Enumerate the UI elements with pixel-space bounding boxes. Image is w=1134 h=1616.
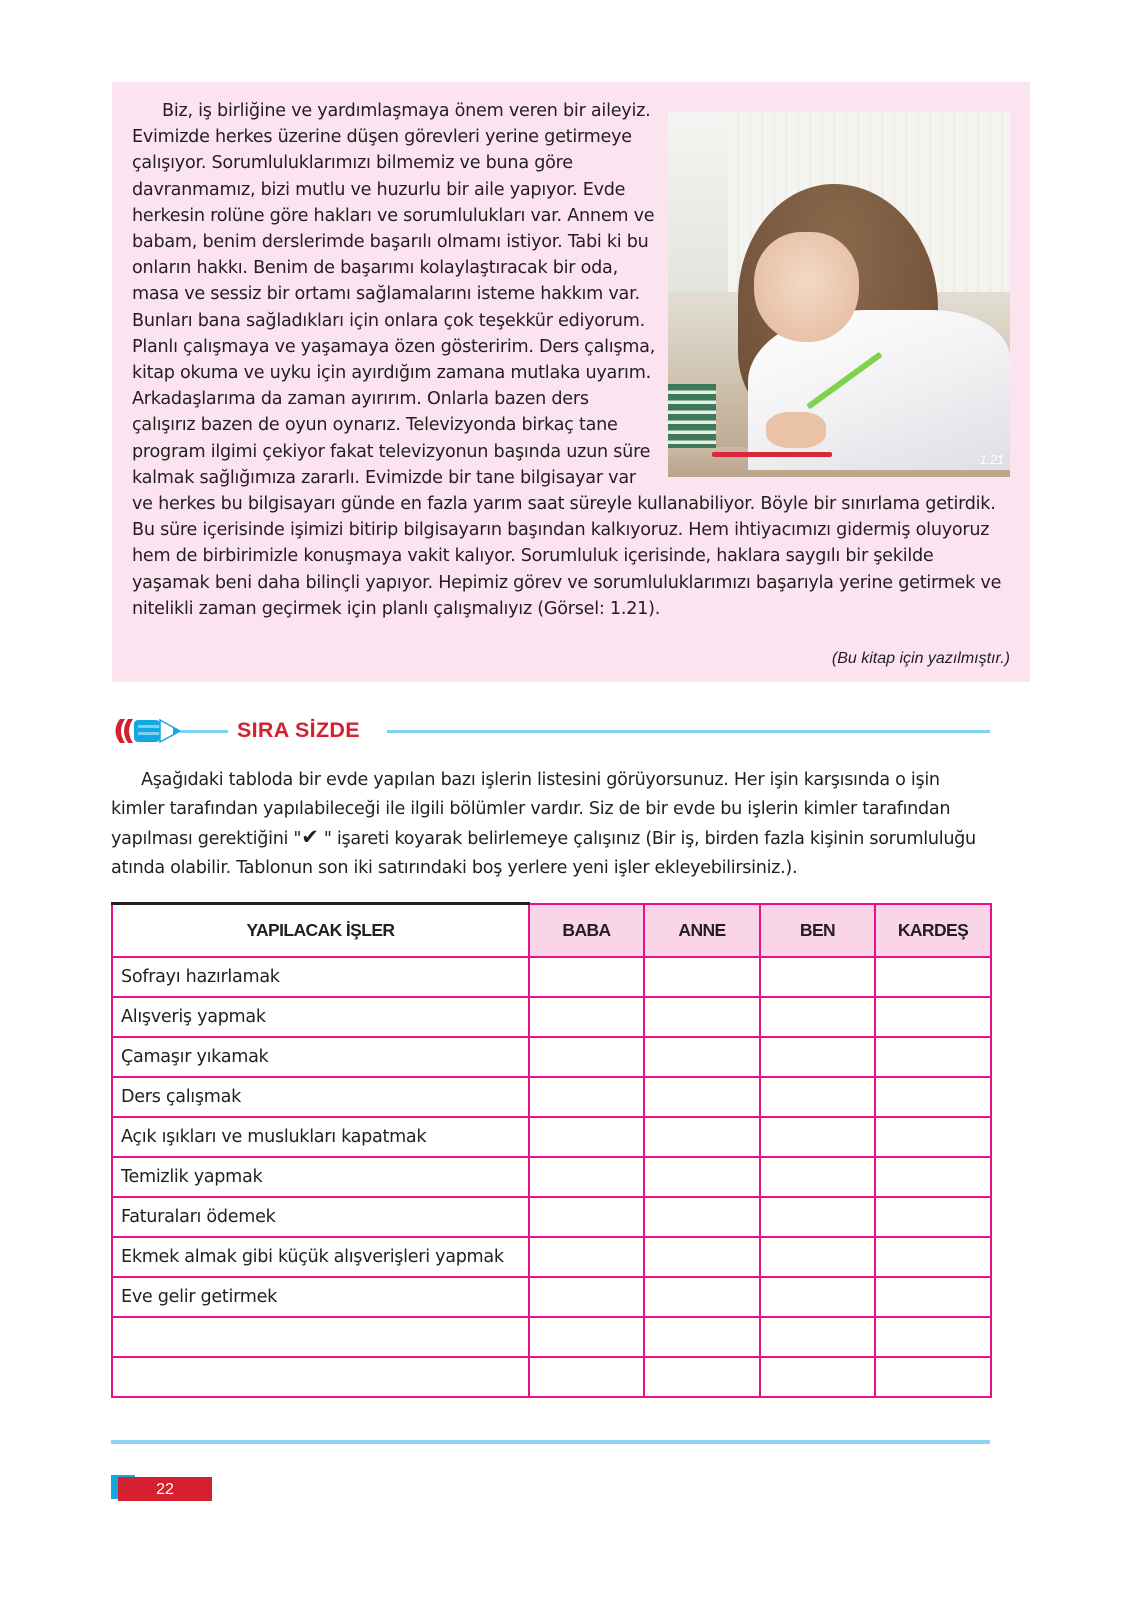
cell-anne[interactable] [644, 997, 760, 1037]
table-row-blank [112, 1357, 991, 1397]
task-label: Eve gelir getirmek [112, 1277, 529, 1317]
header-baba: BABA [529, 904, 644, 958]
table-row [112, 1277, 991, 1317]
cell-kardes[interactable] [875, 1237, 991, 1277]
cell-anne[interactable] [644, 957, 760, 997]
cell-baba[interactable] [529, 1077, 644, 1117]
story-text [132, 98, 1010, 622]
table-row-blank [112, 1317, 991, 1357]
responsibility-table [111, 902, 992, 1398]
header-tasks: YAPILACAK İŞLER [112, 904, 529, 958]
pencil-icon [110, 717, 228, 745]
cell-kardes[interactable] [875, 1197, 991, 1237]
section-divider [387, 730, 990, 733]
cell-baba[interactable] [529, 957, 644, 997]
story-box [112, 82, 1030, 682]
table-row [112, 1197, 991, 1237]
cell-anne[interactable] [644, 1357, 760, 1397]
page-number: 22 [118, 1477, 212, 1501]
cell-baba[interactable] [529, 1237, 644, 1277]
table-header-row [112, 904, 991, 958]
photo-girl-studying [668, 112, 1010, 477]
cell-baba[interactable] [529, 1197, 644, 1237]
table-row [112, 1117, 991, 1157]
header-ben: BEN [760, 904, 875, 958]
cell-anne[interactable] [644, 1277, 760, 1317]
check-mark-icon: ✔ [301, 825, 319, 849]
cell-anne[interactable] [644, 1077, 760, 1117]
table-row [112, 1077, 991, 1117]
cell-anne[interactable] [644, 1197, 760, 1237]
table-row [112, 1157, 991, 1197]
photo-window [668, 112, 730, 292]
table-row [112, 1237, 991, 1277]
cell-anne[interactable] [644, 1037, 760, 1077]
cell-anne[interactable] [644, 1237, 760, 1277]
footer-divider [111, 1440, 990, 1444]
cell-ben[interactable] [760, 997, 875, 1037]
cell-kardes[interactable] [875, 1357, 991, 1397]
cell-baba[interactable] [529, 1277, 644, 1317]
section-title: SIRA SİZDE [237, 718, 360, 742]
cell-baba[interactable] [529, 1317, 644, 1357]
source-note: (Bu kitap için yazılmıştır.) [831, 650, 1010, 667]
instructions [111, 766, 991, 882]
table-row [112, 957, 991, 997]
cell-ben[interactable] [760, 1277, 875, 1317]
cell-kardes[interactable] [875, 997, 991, 1037]
cell-kardes[interactable] [875, 1157, 991, 1197]
task-label: Alışveriş yapmak [112, 997, 529, 1037]
task-label: Ders çalışmak [112, 1077, 529, 1117]
task-label: Faturaları ödemek [112, 1197, 529, 1237]
section-header [110, 717, 990, 745]
cell-ben[interactable] [760, 1117, 875, 1157]
task-label: Açık ışıkları ve muslukları kapatmak [112, 1117, 529, 1157]
red-pen-icon [712, 452, 832, 457]
cell-ben[interactable] [760, 1197, 875, 1237]
cell-anne[interactable] [644, 1157, 760, 1197]
table-row [112, 1037, 991, 1077]
cell-baba[interactable] [529, 1157, 644, 1197]
photo-hand [766, 412, 826, 448]
cell-ben[interactable] [760, 1237, 875, 1277]
task-label: Çamaşır yıkamak [112, 1037, 529, 1077]
cell-ben[interactable] [760, 1317, 875, 1357]
cell-baba[interactable] [529, 1357, 644, 1397]
cell-kardes[interactable] [875, 1317, 991, 1357]
task-label: Ekmek almak gibi küçük alışverişleri yapmak [112, 1237, 529, 1277]
cell-kardes[interactable] [875, 1037, 991, 1077]
cell-anne[interactable] [644, 1317, 760, 1357]
cell-anne[interactable] [644, 1117, 760, 1157]
task-label: Sofrayı hazırlamak [112, 957, 529, 997]
photo-face [754, 232, 859, 342]
photo-caption: 1.21 [979, 451, 1004, 467]
cell-kardes[interactable] [875, 1077, 991, 1117]
cell-ben[interactable] [760, 1037, 875, 1077]
cell-ben[interactable] [760, 1077, 875, 1117]
cell-baba[interactable] [529, 997, 644, 1037]
cell-kardes[interactable] [875, 957, 991, 997]
cell-kardes[interactable] [875, 1117, 991, 1157]
instructions-text-part2: " işareti koyarak belirlemeye çalışınız (Bir iş, birden fazla kişinin sorumluluğu atında olabilir. Tablonun son iki satırındaki boş yerlere yeni işler ekleyebilirsiniz.). [111, 829, 976, 878]
task-label: Temizlik yapmak [112, 1157, 529, 1197]
story-paragraph: Biz, iş birliğine ve yardımlaşmaya önem veren bir aileyiz. Evimizde herkes üzerine düşen görevleri yerine getirmeye çalışıyor. Sorumluluklarımızı bilmemiz ve buna göre davranmamız, bizi mutlu ve huzurlu bir aile yapıyor. Evde herkesin rolüne göre hakları ve sorumlulukları var. Annem ve babam, benim derslerimde başarılı olmamı istiyor. Tabi ki bu onların hakkı. Benim de başarımı kolaylaştıracak bir oda, masa ve sessiz bir ortamı sağlamalarını isteme hakkım var. Bunları bana sağladıkları için onlara çok teşekkür ediyorum. Planlı çalışmaya ve yaşamaya özen gösteririm. Ders çalışma, kitap okuma ve uyku için ayırdığım zamana mutlaka uyarım. Arkadaşlarıma da zaman ayırırım. Onlarla bazen ders çalışırız bazen de oyun oynarız. Televizyonda birkaç tane program ilgimi çekiyor fakat televizyonun başında uzun süre kalmak sağlığımıza zararlı. Evimizde bir tane bilgisayar var ve herkes bu bilgisayarı günde en fazla yarım saat süreyle kullanabiliyor. Böyle bir sınırlama getirdik. Bu süre içerisinde işimizi bitirip bilgisayarın başından kalkıyoruz. Hem ihtiyacımızı gidermiş oluyoruz hem de birbirimizle konuşmaya vakit kalıyor. Sorumluluk içerisinde, haklara saygılı bir şekilde yaşamak beni daha bilinçli yapıyor. Hepimiz görev ve sorumluluklarımızı başarıyla yerine getirmek ve nitelikli zaman geçirmek için planlı çalışmalıyız (Görsel: 1.21). [132, 101, 1002, 619]
task-label-blank[interactable] [112, 1317, 529, 1357]
cell-ben[interactable] [760, 957, 875, 997]
task-label-blank[interactable] [112, 1357, 529, 1397]
cell-kardes[interactable] [875, 1277, 991, 1317]
photo-books [668, 384, 716, 448]
cell-ben[interactable] [760, 1357, 875, 1397]
instructions-text-part1: Aşağıdaki tabloda bir evde yapılan bazı işlerin listesini görüyorsunuz. Her işin karşısında o işin kimler tarafından yapılabileceği ile ilgili bölümler vardır. Siz de bir evde bu işlerin kimler tarafından yapılması gerektiğini " [111, 770, 951, 849]
header-anne: ANNE [644, 904, 760, 958]
cell-baba[interactable] [529, 1117, 644, 1157]
cell-baba[interactable] [529, 1037, 644, 1077]
header-kardes: KARDEŞ [875, 904, 991, 958]
table-row [112, 997, 991, 1037]
cell-ben[interactable] [760, 1157, 875, 1197]
